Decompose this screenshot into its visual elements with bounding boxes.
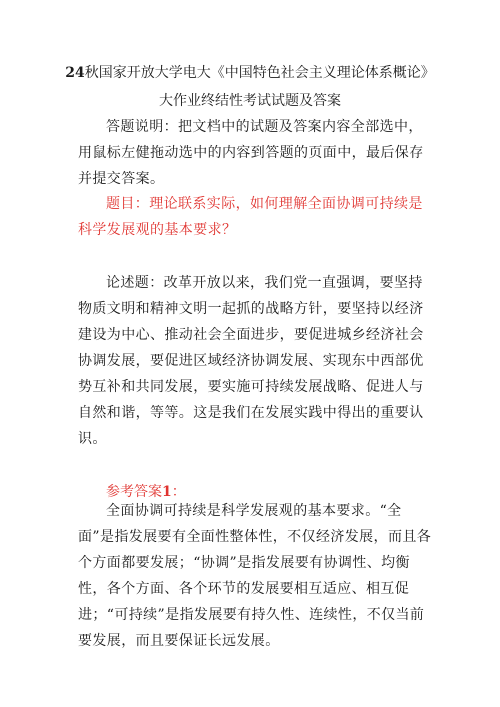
reference-answer-colon: ： [171, 484, 186, 500]
title-year-number: 24 [65, 65, 85, 81]
essay-paragraph: 论述题：改革开放以来，我们党一直强调，要坚持物质文明和精神文明一起抓的战略方针，要坚持以经济建设为中心、推动社会全面进步，要促进城乡经济社会协调发展，要促进区域经济协调发展、实现东中西部优势互补和共同发展，要实施可持续发展战略、促进人与自然和谐，等等。这是我们在发展实践中得出的重要认识。 [78, 275, 424, 447]
document-title-line-2: 大作业终结性考试试题及答案 [159, 93, 341, 109]
document-title-line-1 [0, 64, 500, 82]
question-paragraph: 题目：理论联系实际，如何理解全面协调可持续是科学发展观的基本要求？ [78, 196, 423, 238]
answer-paragraph: 全面协调可持续是科学发展观的基本要求。“全面”是指发展要有全面性整体性，不仅经济发展，而且各个方面都要发展；“协调”是指发展要有协调性、均衡性，各个方面、各个环节的发展要相互适应、相互促进；“可持续”是指发展要有持久性、连续性，不仅当前要发展，而且要保证长远发展。 [78, 503, 432, 649]
reference-answer-label-text: 参考答案 [106, 484, 162, 500]
reference-answer-number: 1 [162, 484, 172, 500]
title-text: 秋国家开放大学电大《中国特色社会主义理论体系概论》 [84, 65, 435, 81]
instructions-paragraph: 答题说明：把文档中的试题及答案内容全部选中，用鼠标左健拖动选中的内容到答题的页面中，最后保存并提交答案。 [78, 119, 424, 187]
